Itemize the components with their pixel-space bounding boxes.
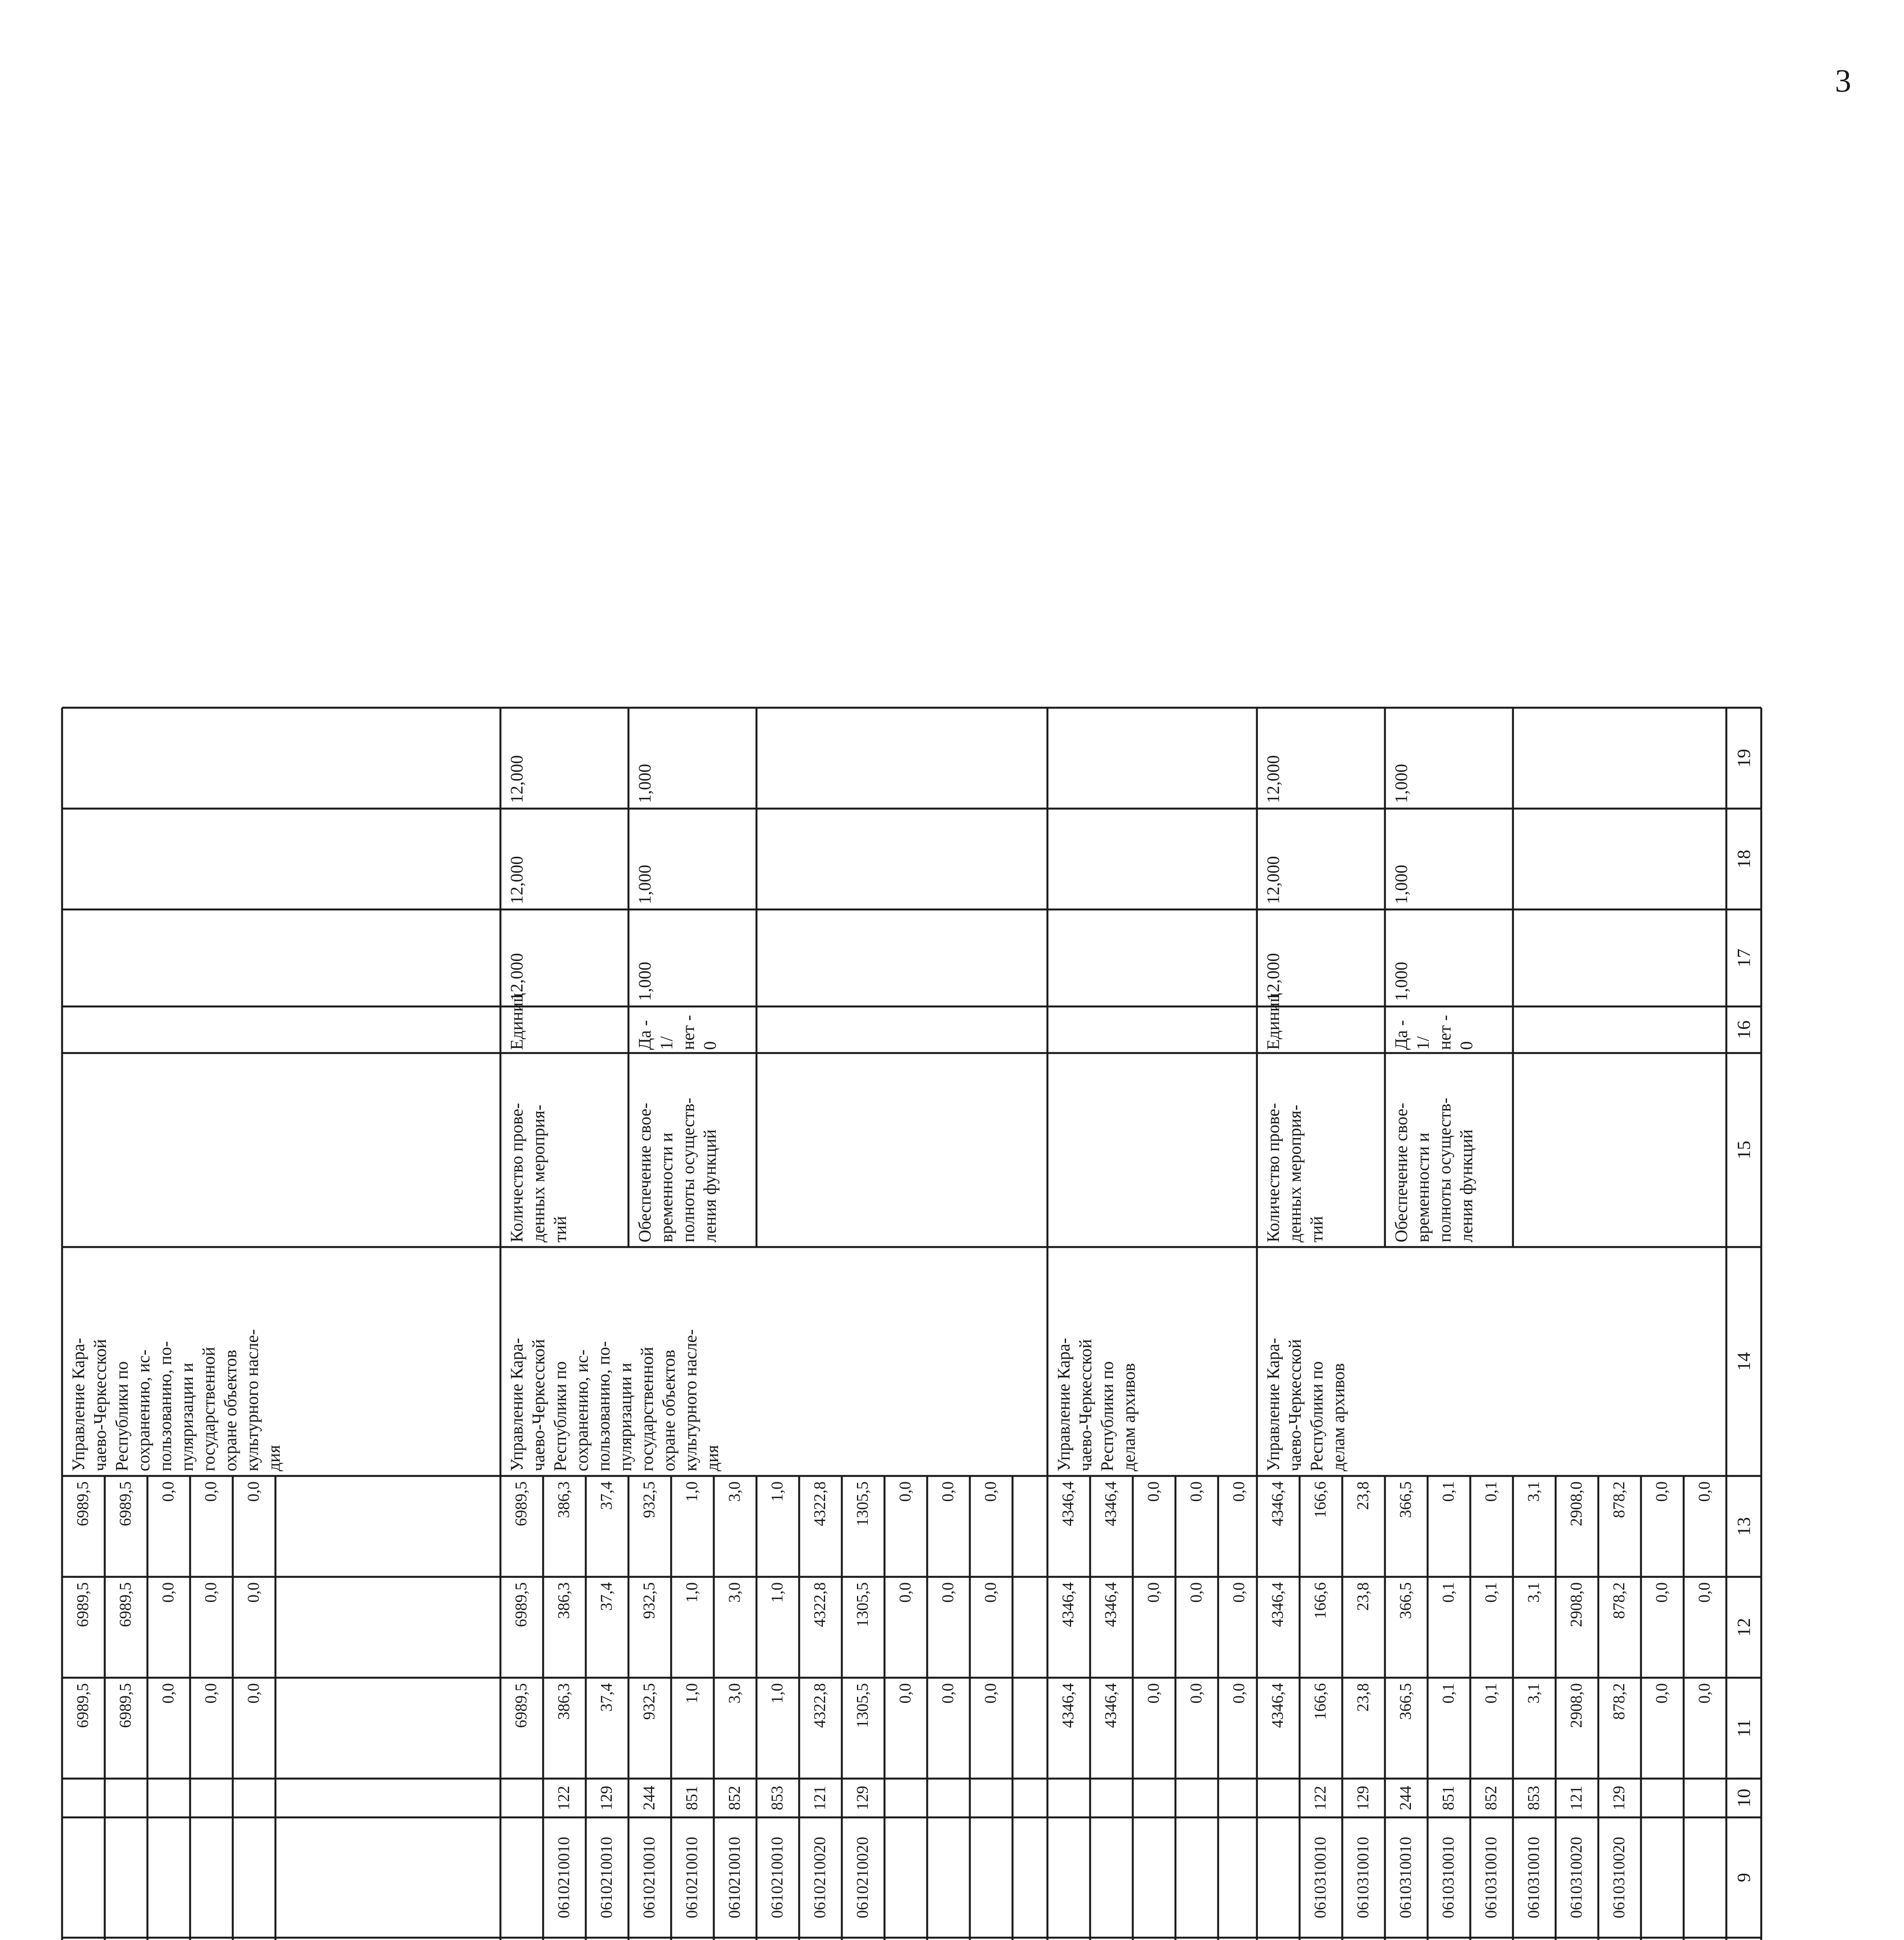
amount-year-3: 0,0 [1653, 1481, 1671, 1502]
amount-year-2: 1,0 [769, 1582, 786, 1603]
amount-year-3: 1,0 [769, 1481, 786, 1502]
amount-year-1: 4322,8 [811, 1683, 829, 1728]
subsection-code [1653, 1938, 1676, 1940]
section-executor: Управление Кара- чаево-Черкесской Республики по сохранению, ис- пользованию, по- пуляризации и государственной охране объектов культурного насле- дия [507, 1329, 722, 1471]
column-header-16: 16 [1733, 1020, 1754, 1039]
amount-year-3: 2908,0 [1568, 1481, 1586, 1526]
target-article: 0610310020 [1568, 1837, 1586, 1918]
indicator-value-2: 12,000 [507, 856, 526, 904]
amount-year-1: 0,0 [1653, 1683, 1671, 1704]
amount-year-1: 0,1 [1440, 1683, 1457, 1704]
amount-year-2: 878,2 [1610, 1582, 1628, 1619]
indicator-value-2: 12,000 [1264, 856, 1283, 904]
amount-year-2: 0,0 [245, 1582, 263, 1603]
subsection-code [853, 1938, 877, 1940]
amount-year-2: 4346,4 [1102, 1582, 1120, 1627]
indicator-value-3: 12,000 [1264, 755, 1283, 803]
amount-year-1: 1,0 [683, 1683, 701, 1704]
amount-year-1: 0,0 [1696, 1683, 1714, 1704]
expense-type: 852 [1482, 1786, 1500, 1810]
amount-year-2: 0,0 [1653, 1582, 1671, 1603]
subsection-code [1102, 1938, 1125, 1940]
amount-year-1: 0,0 [982, 1683, 1000, 1704]
amount-year-3: 932,5 [640, 1481, 658, 1518]
amount-year-1: 3,0 [726, 1683, 744, 1704]
amount-year-2: 4322,8 [811, 1582, 829, 1627]
amount-year-2: 0,0 [982, 1582, 1000, 1603]
amount-year-2: 386,3 [555, 1582, 573, 1619]
amount-year-1: 4346,4 [1102, 1683, 1120, 1728]
amount-year-2: 0,0 [202, 1582, 220, 1603]
amount-year-2: 0,0 [939, 1582, 957, 1603]
amount-year-1: 366,5 [1397, 1683, 1415, 1720]
target-article [1144, 1817, 1168, 1938]
amount-year-2: 0,0 [159, 1582, 177, 1603]
amount-year-3: 366,5 [1397, 1481, 1415, 1518]
amount-year-2: 932,5 [640, 1582, 658, 1619]
amount-year-3: 0,0 [159, 1481, 177, 1502]
expense-type: 851 [683, 1786, 701, 1810]
subsection-code [1439, 1938, 1463, 1940]
amount-year-2: 0,0 [1230, 1582, 1248, 1603]
amount-year-3: 0,0 [1230, 1481, 1248, 1502]
amount-year-1: 6989,5 [74, 1683, 92, 1728]
target-article [1059, 1817, 1082, 1938]
expense-type [1230, 1779, 1253, 1817]
amount-year-1: 1,0 [769, 1683, 786, 1704]
target-article: 0610310010 [1397, 1837, 1415, 1918]
target-article: 0610210010 [726, 1837, 744, 1918]
amount-year-3: 0,0 [982, 1481, 1000, 1502]
column-header-18: 18 [1733, 850, 1754, 868]
expense-type [159, 1779, 182, 1817]
amount-year-1: 0,0 [1145, 1683, 1163, 1704]
amount-year-3: 0,0 [1145, 1481, 1163, 1502]
subsection-code [939, 1938, 962, 1940]
amount-year-3: 3,0 [726, 1481, 744, 1502]
amount-year-1: 23,8 [1354, 1683, 1372, 1712]
subsection-code [768, 1938, 791, 1940]
target-article [512, 1817, 535, 1938]
column-header-8 [1726, 1938, 1761, 1940]
amount-year-1: 1305,5 [854, 1683, 872, 1728]
amount-year-3: 4346,4 [1059, 1481, 1077, 1526]
amount-year-2: 23,8 [1354, 1582, 1372, 1611]
amount-year-1: 166,6 [1312, 1683, 1329, 1720]
expense-type: 852 [726, 1786, 744, 1810]
indicator-value-2: 1,000 [1392, 864, 1411, 904]
amount-year-3: 0,0 [939, 1481, 957, 1502]
indicator-value-1: 12,000 [507, 953, 526, 1001]
amount-year-1: 0,0 [939, 1683, 957, 1704]
target-article [1653, 1817, 1676, 1938]
amount-year-2: 3,0 [726, 1582, 744, 1603]
subsection-code [597, 1938, 621, 1940]
amount-year-3: 1305,5 [854, 1481, 872, 1526]
amount-year-2: 6989,5 [512, 1582, 530, 1627]
amount-year-3: 166,6 [1312, 1481, 1329, 1518]
amount-year-3: 23,8 [1354, 1481, 1372, 1510]
amount-year-2: 0,0 [1145, 1582, 1163, 1603]
column-header-13: 13 [1733, 1517, 1754, 1536]
amount-year-3: 878,2 [1610, 1481, 1628, 1518]
expense-type [116, 1779, 140, 1817]
indicator-value-2: 1,000 [635, 864, 654, 904]
section-executor: Управление Кара- чаево-Черкесской Республики по сохранению, ис- пользованию, по- пуляризации и государственной охране объектов культурного насле- дия [69, 1329, 284, 1471]
amount-year-1: 3,1 [1525, 1683, 1543, 1704]
amount-year-1: 0,0 [1230, 1683, 1248, 1704]
indicator-unit: Да - 1/ нет - 0 [1392, 1015, 1476, 1050]
amount-year-2: 4346,4 [1269, 1582, 1287, 1627]
subsection-code [725, 1938, 749, 1940]
subsection-code [74, 1938, 97, 1940]
amount-year-3: 6989,5 [74, 1481, 92, 1526]
expense-type [1653, 1779, 1676, 1817]
amount-year-2: 1,0 [683, 1582, 701, 1603]
amount-year-2: 0,0 [897, 1582, 914, 1603]
amount-year-3: 4322,8 [811, 1481, 829, 1526]
amount-year-3: 1,0 [683, 1481, 701, 1502]
subsection-code [1269, 1938, 1292, 1940]
amount-year-2: 6989,5 [117, 1582, 135, 1627]
expense-type [896, 1779, 919, 1817]
target-article: 0610210010 [640, 1837, 658, 1918]
target-article [74, 1817, 97, 1938]
amount-year-2: 37,4 [598, 1582, 616, 1611]
amount-year-3: 0,0 [202, 1481, 220, 1502]
amount-year-3: 0,1 [1440, 1481, 1457, 1502]
amount-year-1: 0,0 [202, 1683, 220, 1704]
target-article [896, 1817, 919, 1938]
target-article: 0610310020 [1610, 1837, 1628, 1918]
amount-year-2: 0,0 [1696, 1582, 1714, 1603]
expense-type: 122 [555, 1786, 573, 1810]
target-article [202, 1817, 225, 1938]
target-article [981, 1817, 1005, 1938]
column-header-10: 10 [1733, 1789, 1754, 1807]
expense-type [1059, 1779, 1082, 1817]
subsection-code [1567, 1938, 1591, 1940]
subsection-code [1311, 1938, 1335, 1940]
amount-year-3: 37,4 [598, 1481, 616, 1510]
target-article [1187, 1817, 1210, 1938]
amount-year-1: 386,3 [555, 1683, 573, 1720]
expense-type: 129 [854, 1786, 872, 1810]
subsection-code [116, 1938, 140, 1940]
expense-type [1144, 1779, 1168, 1817]
amount-year-3: 0,0 [1187, 1481, 1205, 1502]
expense-type: 244 [1397, 1786, 1415, 1810]
amount-year-1: 6989,5 [117, 1683, 135, 1728]
subsection-code [512, 1938, 535, 1940]
column-header-14: 14 [1733, 1352, 1754, 1371]
amount-year-3: 0,0 [897, 1481, 914, 1502]
amount-year-2: 2908,0 [1568, 1582, 1586, 1627]
subsection-code [1610, 1938, 1633, 1940]
amount-year-2: 4346,4 [1059, 1582, 1077, 1627]
target-article [116, 1817, 140, 1938]
subsection-code [555, 1938, 578, 1940]
amount-year-1: 37,4 [598, 1683, 616, 1712]
expense-type [1187, 1779, 1210, 1817]
amount-year-2: 6989,5 [74, 1582, 92, 1627]
expense-type: 853 [769, 1786, 786, 1810]
subsection-code [1525, 1938, 1548, 1940]
amount-year-1: 2908,0 [1568, 1683, 1586, 1728]
subsection-code [159, 1938, 182, 1940]
expense-type [981, 1779, 1005, 1817]
expense-type: 121 [1568, 1786, 1586, 1810]
target-article: 0610210010 [769, 1837, 786, 1918]
target-article [1230, 1817, 1253, 1938]
amount-year-1: 0,0 [245, 1683, 263, 1704]
indicator-name: Обеспечение свое- временности и полноты осуществ- ления функций [1392, 1098, 1476, 1242]
page-number: 3 [1835, 63, 1851, 99]
target-article: 0610310010 [1482, 1837, 1500, 1918]
expense-type: 853 [1525, 1786, 1543, 1810]
amount-year-1: 932,5 [640, 1683, 658, 1720]
amount-year-3: 386,3 [555, 1481, 573, 1518]
expense-type: 121 [811, 1786, 829, 1810]
target-article [1695, 1817, 1719, 1938]
expense-type [202, 1779, 225, 1817]
indicator-value-3: 1,000 [1392, 764, 1411, 803]
subsection-code [1397, 1938, 1420, 1940]
target-article: 0610210020 [811, 1837, 829, 1918]
subsection-code [1187, 1938, 1210, 1940]
expense-type [1102, 1779, 1125, 1817]
column-header-12: 12 [1733, 1618, 1754, 1637]
amount-year-2: 0,1 [1440, 1582, 1457, 1603]
amount-year-3: 6989,5 [117, 1481, 135, 1526]
amount-year-1: 0,1 [1482, 1683, 1500, 1704]
amount-year-2: 1305,5 [854, 1582, 872, 1627]
target-article: 0610310010 [1525, 1837, 1543, 1918]
expense-type: 129 [1610, 1786, 1628, 1810]
section-executor: Управление Кара- чаево-Черкесской Республики по делам архивов [1054, 1338, 1139, 1471]
indicator-unit: Да - 1/ нет - 0 [635, 1015, 720, 1050]
expense-type [74, 1779, 97, 1817]
expense-type: 122 [1312, 1786, 1329, 1810]
column-header-9: 9 [1733, 1873, 1754, 1882]
column-header-15: 15 [1733, 1141, 1754, 1159]
indicator-value-1: 12,000 [1264, 953, 1283, 1001]
indicator-name: Количество прове- денных мероприя- тий [507, 1103, 570, 1242]
column-header-19: 19 [1733, 749, 1754, 767]
amount-year-1: 4346,4 [1059, 1683, 1077, 1728]
indicator-name: Количество прове- денных мероприя- тий [1264, 1103, 1326, 1242]
expense-type: 129 [598, 1786, 616, 1810]
expense-type [512, 1779, 535, 1817]
section-executor: Управление Кара- чаево-Черкесской Республики по делам архивов [1264, 1338, 1348, 1471]
expense-type [939, 1779, 962, 1817]
amount-year-2: 0,1 [1482, 1582, 1500, 1603]
amount-year-2: 166,6 [1312, 1582, 1329, 1619]
target-article [939, 1817, 962, 1938]
subsection-code [811, 1938, 834, 1940]
amount-year-3: 3,1 [1525, 1481, 1543, 1502]
subsection-code [640, 1938, 663, 1940]
expense-type [1269, 1779, 1292, 1817]
subsection-code [244, 1938, 268, 1940]
subsection-code [1482, 1938, 1505, 1940]
subsection-code [1354, 1938, 1377, 1940]
amount-year-3: 0,0 [1696, 1481, 1714, 1502]
expense-type: 129 [1354, 1786, 1372, 1810]
subsection-code [202, 1938, 225, 1940]
amount-year-2: 3,1 [1525, 1582, 1543, 1603]
target-article: 0610210010 [598, 1837, 616, 1918]
indicator-value-1: 1,000 [635, 961, 654, 1001]
amount-year-1: 6989,5 [512, 1683, 530, 1728]
expense-type [244, 1779, 268, 1817]
amount-year-3: 4346,4 [1102, 1481, 1120, 1526]
subsection-code [981, 1938, 1005, 1940]
amount-year-3: 0,0 [245, 1481, 263, 1502]
indicator-value-3: 12,000 [507, 755, 526, 803]
amount-year-2: 366,5 [1397, 1582, 1415, 1619]
amount-year-3: 0,1 [1482, 1481, 1500, 1502]
subsection-code [1695, 1938, 1719, 1940]
target-article: 0610210010 [555, 1837, 573, 1918]
target-article: 0610210010 [683, 1837, 701, 1918]
subsection-code [1059, 1938, 1082, 1940]
amount-year-1: 878,2 [1610, 1683, 1628, 1720]
amount-year-1: 0,0 [1187, 1683, 1205, 1704]
target-article [159, 1817, 182, 1938]
target-article [1102, 1817, 1125, 1938]
expense-type: 244 [640, 1786, 658, 1810]
indicator-unit: Единиц [507, 993, 526, 1050]
subsection-code [1230, 1938, 1253, 1940]
amount-year-1: 0,0 [897, 1683, 914, 1704]
column-header-17: 17 [1733, 949, 1754, 967]
target-article [244, 1817, 268, 1938]
amount-year-1: 0,0 [159, 1683, 177, 1704]
target-article: 0610210020 [854, 1837, 872, 1918]
indicator-value-3: 1,000 [635, 764, 654, 803]
indicator-value-1: 1,000 [1392, 961, 1411, 1001]
expense-type: 851 [1440, 1786, 1457, 1810]
column-header-11: 11 [1733, 1719, 1754, 1737]
target-article: 0610310010 [1312, 1837, 1329, 1918]
subsection-code [1144, 1938, 1168, 1940]
target-article [1269, 1817, 1292, 1938]
amount-year-1: 4346,4 [1269, 1683, 1287, 1728]
amount-year-3: 4346,4 [1269, 1481, 1287, 1526]
subsection-code [683, 1938, 706, 1940]
indicator-unit: Единиц [1264, 993, 1283, 1050]
subsection-code [896, 1938, 919, 1940]
amount-year-3: 6989,5 [512, 1481, 530, 1526]
amount-year-2: 0,0 [1187, 1582, 1205, 1603]
indicator-name: Обеспечение свое- временности и полноты осуществ- ления функций [635, 1098, 720, 1242]
target-article: 0610310010 [1354, 1837, 1372, 1918]
expense-type [1695, 1779, 1719, 1817]
target-article: 0610310010 [1440, 1837, 1457, 1918]
